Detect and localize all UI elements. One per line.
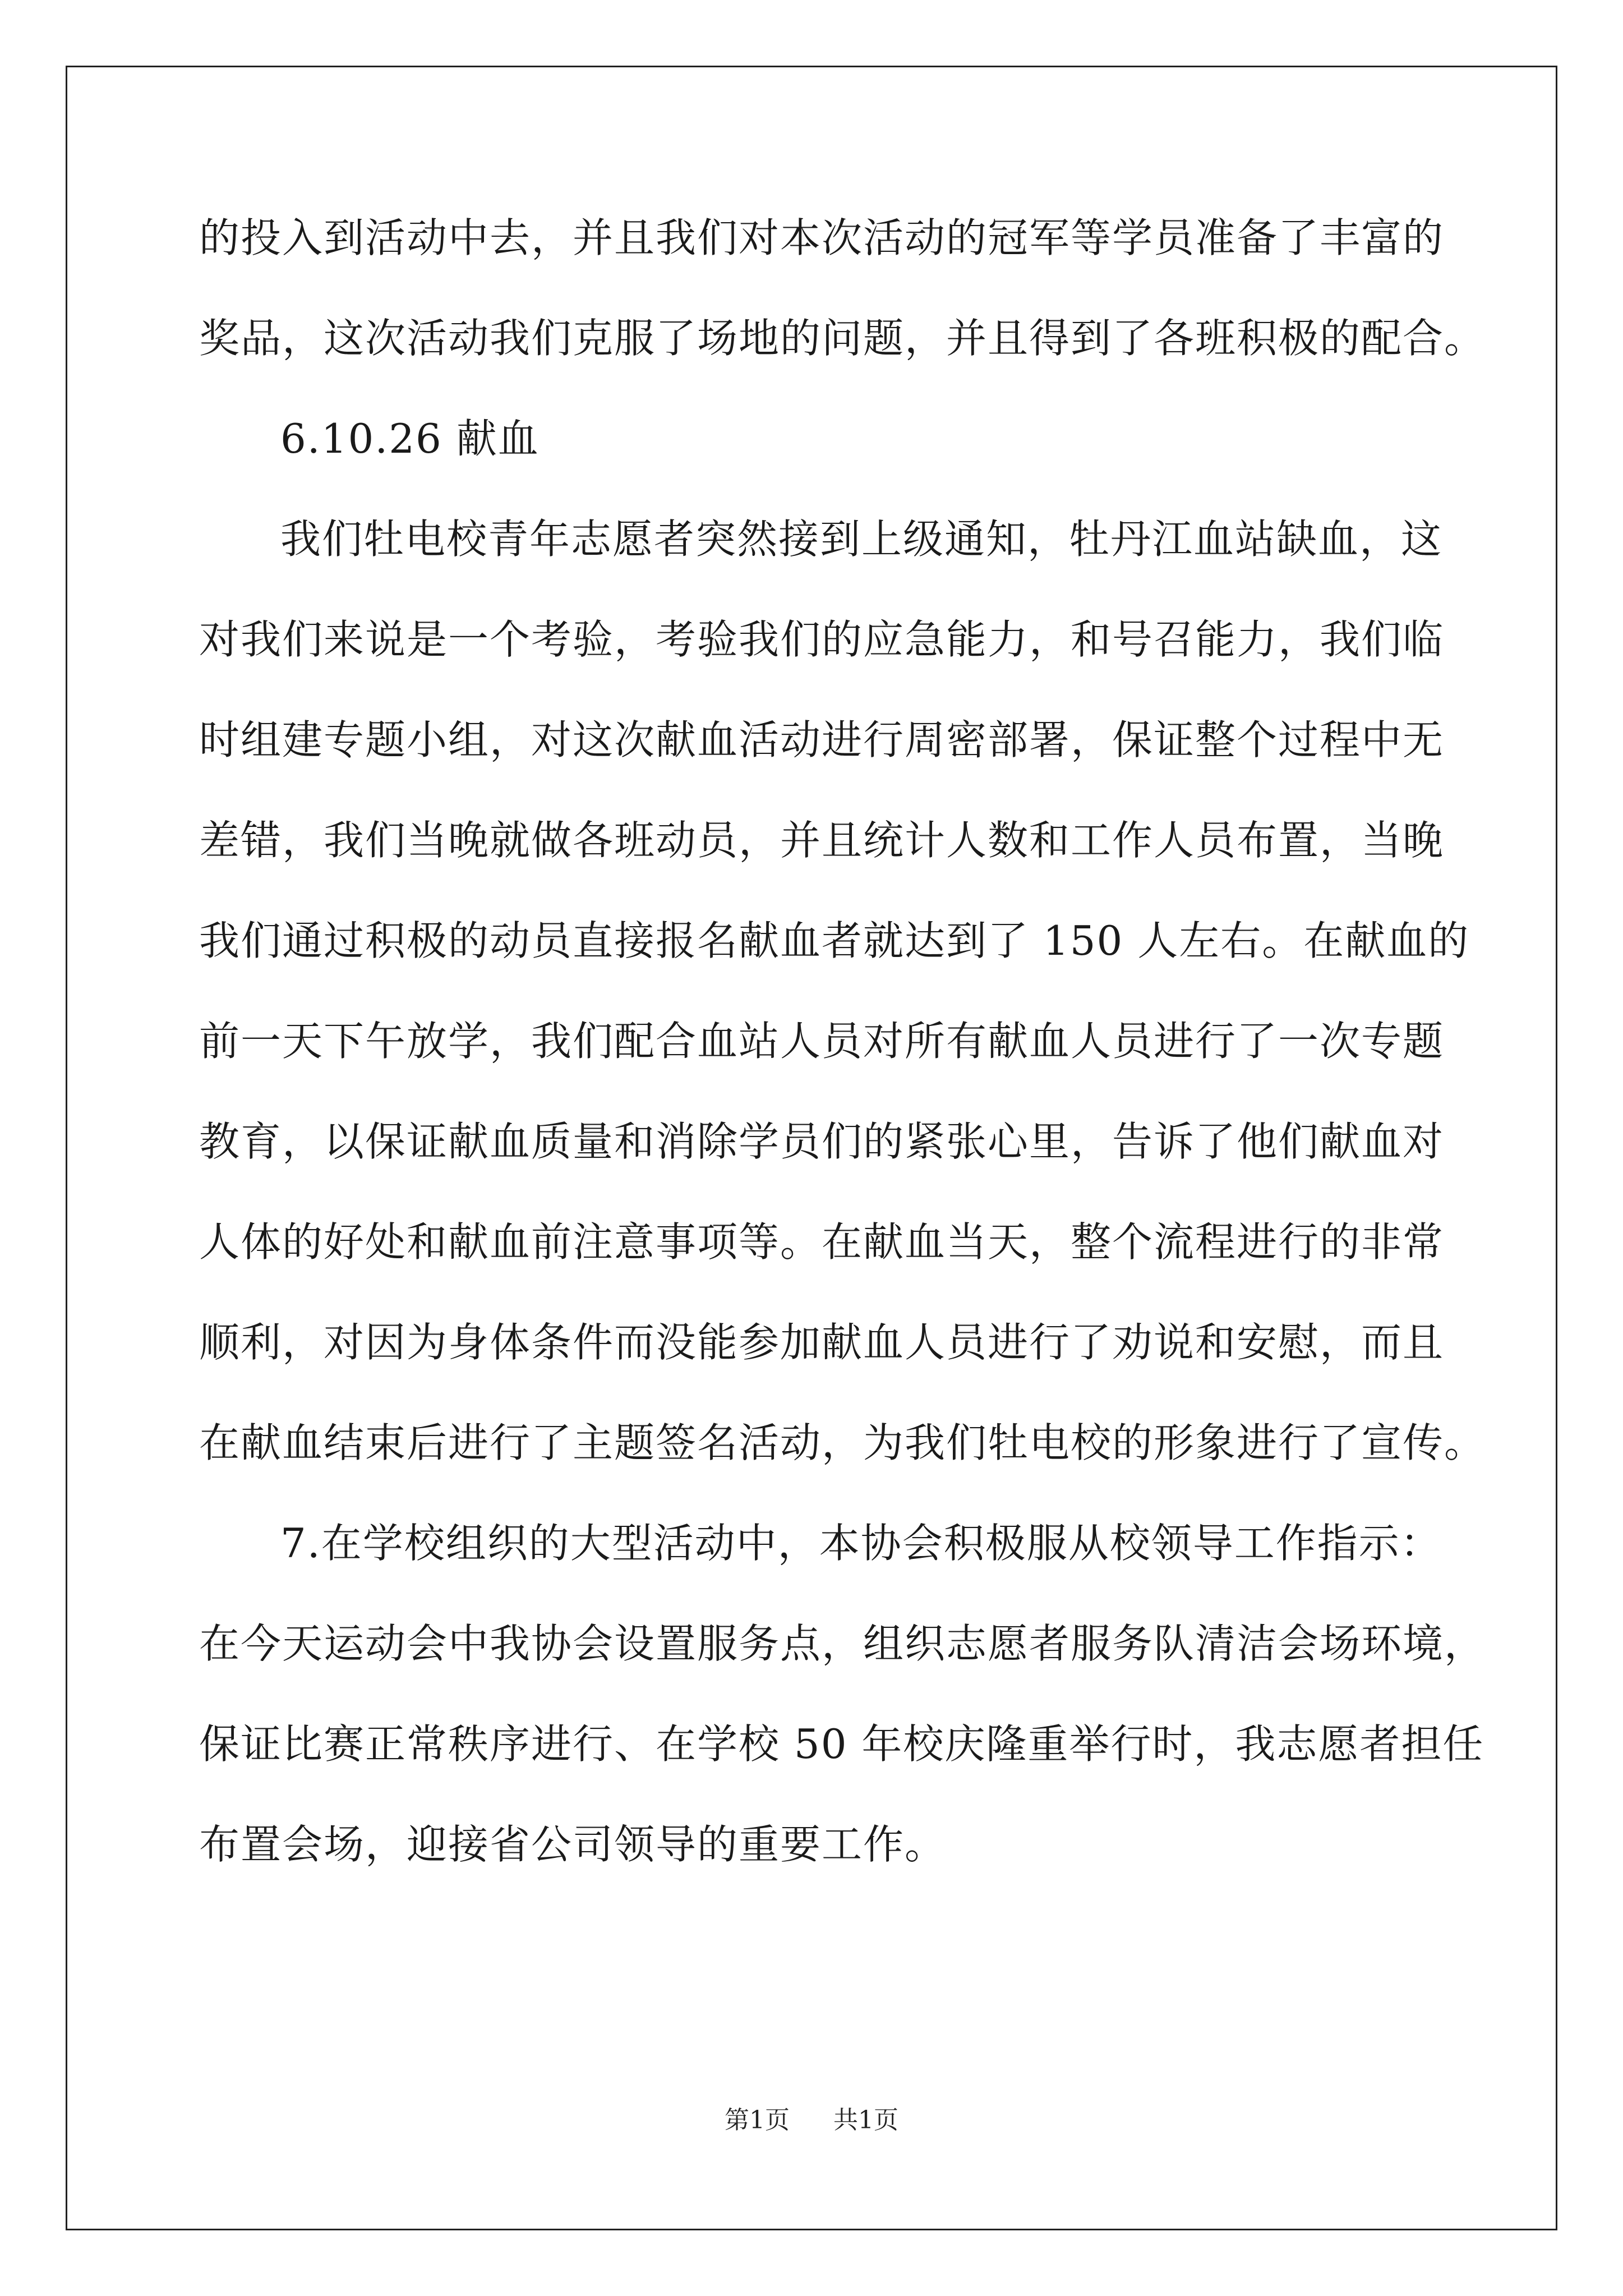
paragraph-line: 在今天运动会中我协会设置服务点，组织志愿者服务队清洁会场环境， <box>199 1620 1486 1667</box>
document-body <box>199 213 1486 1920</box>
paragraph-line: 奖品，这次活动我们克服了场地的问题，并且得到了各班积极的配合。 <box>199 315 1486 362</box>
paragraph-line: 人体的好处和献血前注意事项等。在献血当天，整个流程进行的非常 <box>199 1218 1445 1266</box>
section-heading: 6.10.26 献血 <box>280 415 540 462</box>
paragraph-line: 时组建专题小组，对这次献血活动进行周密部署，保证整个过程中无 <box>199 716 1445 763</box>
page-footer <box>0 2105 1623 2136</box>
paragraph-line: 保证比赛正常秩序进行、在学校 50 年校庆隆重举行时，我志愿者担任 <box>199 1720 1484 1768</box>
paragraph-line: 布置会场，迎接省公司领导的重要工作。 <box>199 1821 947 1868</box>
paragraph-line: 7.在学校组织的大型活动中，本协会积极服从校领导工作指示： <box>280 1520 1442 1567</box>
paragraph-line: 对我们来说是一个考验，考验我们的应急能力，和号召能力，我们临 <box>199 616 1445 663</box>
page-number-current: 第1页 <box>725 2106 790 2134</box>
paragraph-line: 在献血结束后进行了主题签名活动，为我们牡电校的形象进行了宣传。 <box>199 1419 1486 1466</box>
paragraph-line: 我们通过积极的动员直接报名献血者就达到了 150 人左右。在献血的 <box>199 917 1470 964</box>
paragraph-line: 我们牡电校青年志愿者突然接到上级通知，牡丹江血站缺血，这 <box>280 516 1443 563</box>
paragraph-line: 的投入到活动中去，并且我们对本次活动的冠军等学员准备了丰富的 <box>199 214 1445 261</box>
paragraph-line: 顺利，对因为身体条件而没能参加献血人员进行了劝说和安慰，而且 <box>199 1319 1445 1366</box>
page-number-total: 共1页 <box>833 2106 898 2134</box>
paragraph-line: 前一天下午放学，我们配合血站人员对所有献血人员进行了一次专题 <box>199 1018 1445 1065</box>
paragraph-line: 教育，以保证献血质量和消除学员们的紧张心里，告诉了他们献血对 <box>199 1118 1445 1165</box>
paragraph-line: 差错，我们当晚就做各班动员，并且统计人数和工作人员布置，当晚 <box>199 817 1445 864</box>
